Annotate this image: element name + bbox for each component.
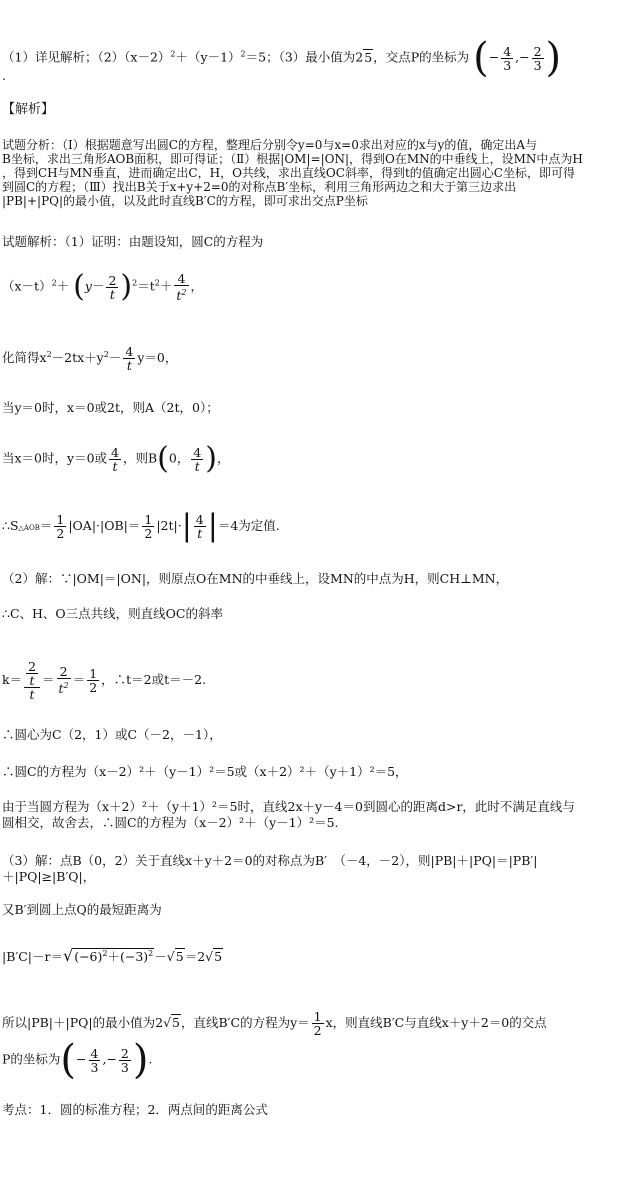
s8-end: ，∴t＝2或t＝－2. (101, 672, 207, 687)
s15-part-a: 所以|PB|＋|PQ|的最小值为2 (2, 1015, 164, 1030)
s5-part-c: |OA|·|OB|＝ (68, 518, 141, 533)
analysis-line-2: B坐标，求出三角形AOB面积，即可得证；（Ⅱ）根据|OM|=|ON|，得到O在MN的中垂线上，设MN中点为H (2, 152, 583, 166)
s2-minus: － (108, 350, 122, 365)
area-line: ∴S△AOB＝ $\frac{1}{2}$ |OA|·|OB|＝ $\frac{1}{2}$ |2t|·| $\frac{4}{t}$ |＝4为定值. (2, 508, 280, 544)
answer-exp1: 2 (170, 49, 176, 59)
eq1-den: t (106, 287, 118, 301)
eq1-plus: ＋ (56, 278, 70, 294)
s4-num: 4 (111, 444, 119, 460)
answer-part4: ，交点P的坐标为 (373, 49, 470, 65)
answer-x-den: 3 (503, 57, 512, 73)
eq1-plus2: ＋ (159, 278, 173, 294)
answer-y-den: 3 (533, 57, 542, 73)
eq1-end: ， (190, 278, 204, 294)
part3-line-1: （3）解：点B（0，2）关于直线x＋y＋2＝0的对称点为B′ （－4，－2），则|PB|＋|PQ|＝|PB′| (2, 853, 538, 868)
answer-part3: ＝5；（3）最小值为2 (245, 49, 364, 65)
s14-sqrt5: 5 (175, 949, 184, 965)
answer-x-num: 4 (503, 43, 512, 59)
s14-part-a: |B′C|－r＝ (2, 949, 63, 965)
s8-half-num: 1 (89, 666, 98, 681)
s8-num: 2 (59, 664, 68, 680)
s8-t: t (24, 687, 40, 701)
s5-part-d: |2t|· (156, 518, 182, 533)
s15-part-c: x，则直线B′C与直线x＋y＋2＝0的交点 (325, 1015, 547, 1030)
answer-part2: ＋（y－1） (175, 49, 241, 65)
section-title: 【解析】 (2, 102, 55, 117)
eq1-y: y (84, 278, 92, 294)
s15-den: 2 (313, 1023, 322, 1038)
distance-line: $|B'C|-r=√(-6)^2+(-3)^2-√5=2√5$ (2, 946, 223, 966)
s16-x-num: 4 (90, 1045, 99, 1061)
s8-eq1: ＝ (42, 672, 55, 687)
analysis-line-3: ，得到CH与MN垂直，进而确定出C，H，O共线，求出直线OC斜率，得到t的值确定出圆心C坐标，即可得 (2, 166, 575, 180)
center-line: ∴圆心为C（2，1）或C（－2，－1）， (2, 727, 222, 742)
part2-line: （2）解：∵|OM|＝|ON|，则原点O在MN的中垂线上，设MN的中点为H，则CH⊥MN， (2, 571, 509, 586)
s14-eq: ＝2 (184, 949, 206, 965)
s2-part-a: 化简得x (2, 350, 47, 365)
s4-part-a: 当x＝0时，y＝0或 (2, 450, 108, 466)
s14-sqrt5b: 5 (214, 949, 223, 965)
shortest-line: 又B′到圆上点Q的最短距离为 (2, 902, 162, 917)
eq1-num: 2 (108, 272, 117, 288)
s2-part-b: －2tx＋y (51, 350, 104, 365)
s16-part-a: P的坐标为 (2, 1051, 61, 1067)
s2-end: y＝0， (137, 350, 178, 365)
s8-eq2: ＝ (72, 672, 86, 687)
right-paren: ) (545, 35, 562, 81)
s15-num: 1 (313, 1009, 322, 1024)
equation-1: $(x-t)^2+ (y-$ $\frac{2}{t}$ )$^2=t^2+$ $\frac{4}{t^2}$ ， (2, 269, 204, 305)
s16-x-den: 3 (90, 1059, 99, 1075)
simplify-line: 化简得$x^2-2tx+y^2-$ $\frac{4}{t}$ y＝0， (2, 344, 178, 373)
answer-y-num: 2 (533, 43, 542, 59)
answer-part1: （1）详见解析；（2）（x－2） (2, 49, 171, 65)
s5-end: ＝4为定值. (217, 518, 280, 533)
left-paren: ( (473, 35, 489, 81)
s2-num: 4 (125, 344, 134, 359)
s5-part-a: ∴S (2, 518, 19, 533)
reject-line-2: 圆相交，故舍去，∴圆C的方程为（x－2）²＋（y－1）²＝5. (2, 815, 339, 830)
eq1-minus: － (91, 278, 105, 294)
circle-eq-line: ∴圆C的方程为（x－2）²＋（y－1）²＝5或（x＋2）²＋（y＋1）²＝5， (2, 764, 408, 779)
s15-part-b: ，直线B′C的方程为y＝ (180, 1015, 310, 1030)
eq1-part-c: ＝t (137, 278, 155, 294)
s16-y-num: 2 (120, 1045, 129, 1061)
s15-sqrt: 5 (172, 1015, 180, 1030)
s4-end: ， (217, 450, 230, 466)
intersection-line: P的坐标为(− $\frac{4}{3}$ ,− $\frac{2}{3}$ ). (2, 1037, 153, 1083)
eq1-fden: $t^2$ (174, 285, 188, 302)
s14-rad1: (−6) (74, 949, 103, 965)
collinear-line: ∴C、H、O三点共线，则直线OC的斜率 (2, 606, 223, 621)
slope-line: k＝ $\frac{\frac{2}{t}}{t}$ ＝ $\frac{2}{t^2}$ ＝ $\frac{1}{2}$ ，∴t＝2或t＝－2. (2, 659, 207, 702)
s14-rad2: ＋(−3) (107, 949, 149, 965)
answer-exp2: 2 (240, 49, 246, 59)
answer-dot: . (2, 68, 6, 83)
s4-zero: 0， (168, 450, 190, 466)
s5-half-num: 1 (56, 512, 65, 527)
knowledge-points: 考点：1．圆的标准方程；2．两点间的距离公式 (2, 1102, 268, 1117)
s16-end: . (148, 1051, 153, 1067)
min-value-line: 所以|PB|＋|PQ|的最小值为2√5，直线B′C的方程为y＝ $\frac{1}{2}$ x，则直线B′C与直线x＋y＋2＝0的交点 (2, 1009, 547, 1038)
eq1-part-a: （x－t） (2, 278, 52, 294)
s5-half-den: 2 (56, 526, 65, 541)
s4-pnum: 4 (193, 444, 202, 460)
s5-eq: ＝ (39, 518, 53, 533)
s8-half-den: 2 (89, 680, 98, 695)
reject-line-1: 由于当圆方程为（x＋2）²＋（y＋1）²＝5时，直线2x＋y－4＝0到圆心的距离d>r，此时不满足直线与 (2, 799, 575, 814)
point-a-line: 当y＝0时，x＝0或2t，则A（2t，0）； (2, 400, 219, 415)
s4-den: t (109, 459, 121, 473)
answer-sqrt: 5 (364, 49, 373, 65)
answer-line: （1）详见解析；$(2)(x-2)^2+(y-1)^2=5$；（3）最小值为25，交点P的坐标为 (− $\frac{4}{3}$ ,− $\frac{2}{3}$ ) (2, 35, 562, 81)
solution-intro: 试题解析：（1）证明：由题设知，圆C的方程为 (2, 234, 264, 249)
s8-den: $t^2$ (57, 678, 71, 695)
s2-den: t (123, 358, 135, 372)
analysis-line-5: |PB|+|PQ|的最小值，以及此时直线B′C的方程，即可求出交点P坐标 (2, 194, 368, 208)
s14-minus: － (154, 949, 167, 965)
analysis-line-1: 试题分析：（Ⅰ）根据题意写出圆C的方程，整理后分别令y=0与x=0求出对应的x与y的值，确定出A与 (2, 138, 538, 152)
analysis-line-4: 到圆C的方程；（Ⅲ）找出B关于x+y+2=0的对称点B′坐标，利用三角形两边之和大于第三边求出 (2, 180, 517, 194)
s8-k: k＝ (2, 672, 23, 687)
s4-pden: t (191, 459, 203, 473)
eq1-fnum: 4 (177, 271, 186, 286)
point-b-line: 当x＝0时，y＝0或 $\frac{4}{t}$ ，则B(0， $\frac{4}{t}$ )， (2, 441, 230, 476)
s4-part-b: ，则B (122, 450, 158, 466)
part3-line-2: ＋|PQ|≥|B′Q|， (2, 869, 96, 884)
s5-sub: △AOB (18, 524, 40, 532)
s16-y-den: 3 (120, 1059, 129, 1075)
